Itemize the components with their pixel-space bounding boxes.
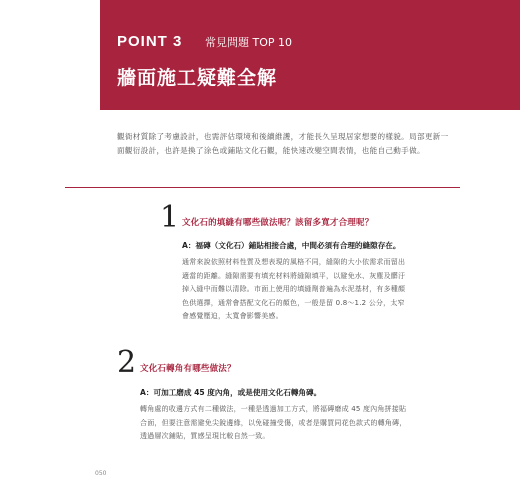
question-title: 文化石的填縫有哪些做法呢？該留多寬才合理呢？ bbox=[182, 218, 374, 228]
section-subtitle: 常見問題 TOP 10 bbox=[205, 36, 293, 49]
question-title: 文化石轉角有哪些做法？ bbox=[140, 364, 236, 374]
answer-body: 通常來說依照材料性質及想表現的風格不同，縫隙的大小依需求而留出適當的距離。縫隙需要有填充材料將縫隙填平，以避免水、灰塵及髒汙掉入縫中而難以清除。市面上使用的填縫劑普遍為水泥基材，有多種顏色供選擇，通常會搭配文化石的顏色，一般是留 0.8～1.2 公分，太窄會感覺壓迫，太寬會影響美感。 bbox=[182, 258, 406, 320]
question-number: 2 bbox=[117, 345, 137, 380]
answer-heading: A：福磚（文化石）鋪貼相接合處，中間必須有合理的縫隙存在。 bbox=[182, 241, 401, 250]
intro-paragraph: 觀衙材質除了考慮設計，也需評估環境和後續維護，才能長久呈現居家想要的樣貌。局部更新一面觀衍設計，也許是換了涂色或鋪貼文化石觀，能快速改變空間表情，也能自己動手做。 bbox=[117, 132, 449, 155]
answer-heading: A：可加工磨成 45 度內角，或是使用文化石轉角磚。 bbox=[140, 388, 322, 397]
section-divider bbox=[65, 187, 460, 188]
answer-body: 轉角處的收邊方式有二種做法，一種是透過加工方式，將福磚磨成 45 度內角拼接貼合面，但要注意需避免尖銳邊緣，以免碰撞受傷，或者是購買同花色款式的轉角磚，透過層次鋪貼，質感呈現比較自然一致。 bbox=[140, 405, 407, 440]
question-number: 1 bbox=[160, 200, 180, 235]
header-banner bbox=[100, 0, 520, 110]
page-title: 牆面施工疑難全解 bbox=[117, 67, 278, 89]
point-label: POINT 3 bbox=[117, 33, 183, 50]
page-number: 050 bbox=[95, 470, 107, 477]
